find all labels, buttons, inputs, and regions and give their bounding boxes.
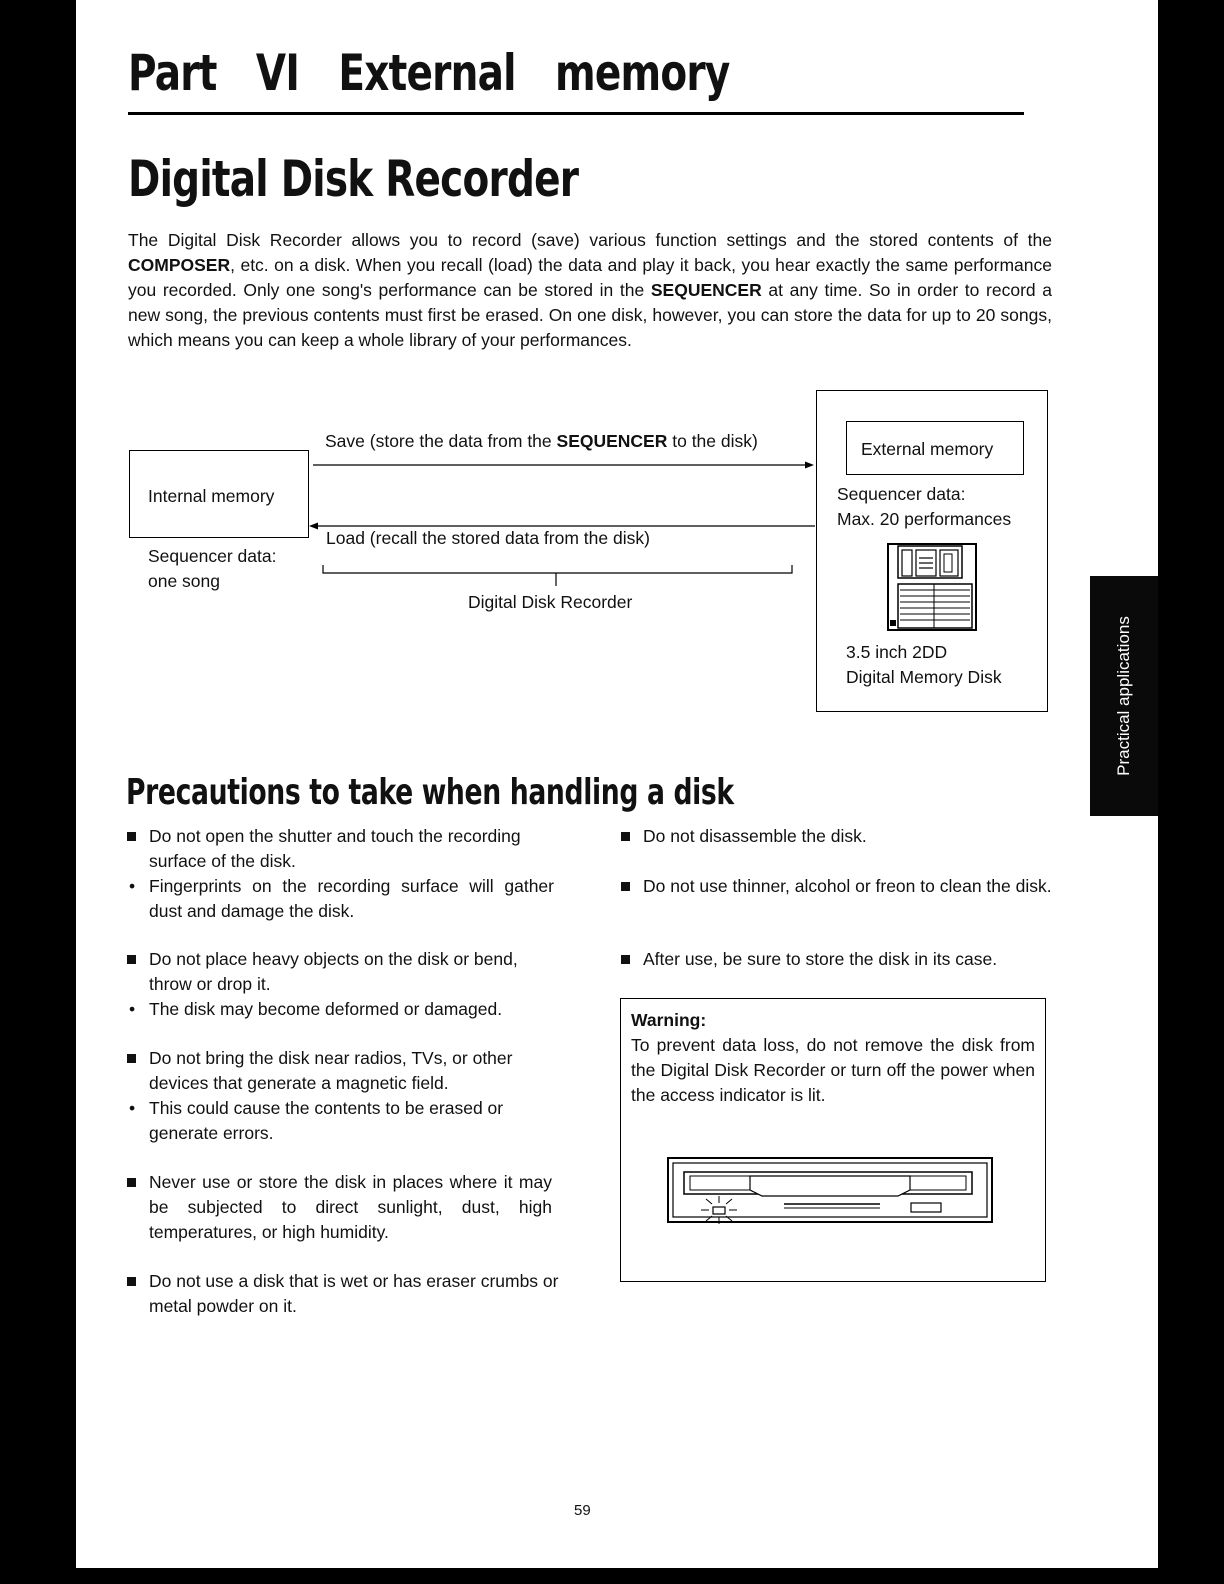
load-label: Load (recall the stored data from the disk) [326,528,650,548]
disk-drive-icon [666,1156,996,1226]
bullet-dot-icon: • [129,999,136,1019]
save-arrow-head [805,462,814,469]
intro-paragraph [128,228,1052,353]
precaution-text: Do not use a disk that is wet or has eraser crumbs or metal powder on it. [149,1271,559,1316]
precaution-text: Do not use thinner, alcohol or freon to clean the disk. [643,876,1052,896]
internal-memory-label: Internal memory [148,486,275,506]
page-number: 59 [574,1502,591,1519]
right-page-edge [1158,0,1224,1584]
bullet-dot-icon: • [129,1098,136,1118]
internal-sequencer-label: Sequencer data: [148,546,277,566]
precaution-item [643,947,1053,972]
precaution-note-text: The disk may become deformed or damaged. [149,999,503,1019]
section-side-tab [1090,576,1158,816]
floppy-disk-icon [886,542,978,632]
external-memory-label: External memory [861,439,994,459]
precaution-note-text: Fingerprints on the recording surface will gather dust and damage the disk. [149,876,554,921]
external-sequencer-value: Max. 20 performances [837,509,1012,529]
precautions-title: Precautions to take when handling a disk [126,772,734,813]
bullet-square-icon [127,832,136,841]
save-label-post: to the disk) [667,431,758,451]
warning-title: Warning: [631,1010,707,1030]
precaution-note [129,997,559,1022]
save-label-pre: Save (store the data from the [325,431,557,451]
precaution-text: Do not open the shutter and touch the recording surface of the disk. [149,826,521,871]
precaution-note-text: This could cause the contents to be erased or generate errors. [149,1098,504,1143]
bullet-square-icon [127,1054,136,1063]
bullet-square-icon [621,832,630,841]
part-title: Part VI External memory [128,44,730,102]
precaution-item [149,1269,559,1319]
bullet-square-icon [127,955,136,964]
recorder-label: Digital Disk Recorder [468,592,633,612]
precaution-item [643,824,1048,849]
intro-composer: COMPOSER [128,255,231,275]
precaution-text: Do not bring the disk near radios, TVs, or other devices that generate a magnetic field. [149,1048,513,1093]
precaution-text: After use, be sure to store the disk in its case. [643,949,998,969]
bullet-dot-icon: • [129,876,136,896]
load-arrow-head [309,523,318,530]
disk-name: Digital Memory Disk [846,667,1002,687]
left-page-edge [0,0,76,1584]
save-label [325,431,758,452]
intro-text-2: , etc. on a disk. When you recall (load) the data and play it back, you hear exactly the same performance you recorded. Only one song's performance can be stored in the [128,255,1052,300]
intro-text-1: The Digital Disk Recorder allows you to record (save) various function settings and the stored contents of the [128,230,1052,250]
bullet-square-icon [621,882,630,891]
bullet-square-icon [621,955,630,964]
bullet-square-icon [127,1178,136,1187]
bottom-page-edge [0,1568,1224,1584]
precaution-text: Do not disassemble the disk. [643,826,867,846]
disk-type: 3.5 inch 2DD [846,642,948,662]
save-label-bold: SEQUENCER [556,431,668,451]
side-tab-label: Practical applications [1114,616,1134,776]
bullet-square-icon [127,1277,136,1286]
recorder-bracket [323,565,792,573]
intro-text-3: at any time. So in order to record a new song, the previous contents must first be erased. On one disk, however, you can store the data for up to 20 songs, which means you can keep a whole library of your performances. [128,280,1052,350]
precaution-item [149,824,554,874]
precaution-item [149,1046,559,1096]
external-sequencer-label: Sequencer data: [837,484,966,504]
title-rule [128,112,1024,115]
precaution-text: Do not place heavy objects on the disk or bend, throw or drop it. [149,949,518,994]
internal-sequencer-value: one song [148,571,221,591]
precaution-note [129,874,554,924]
section-title: Digital Disk Recorder [128,150,579,208]
precaution-item [149,947,559,997]
intro-sequencer: SEQUENCER [650,280,762,300]
precaution-note [129,1096,559,1146]
precaution-item [149,1170,552,1245]
precaution-text: Never use or store the disk in places where it may be subjected to direct sunlight, dust, high temperatures, or high humidity. [149,1172,552,1242]
warning-text: To prevent data loss, do not remove the disk from the Digital Disk Recorder or turn off the power when the access indicator is lit. [631,1035,1035,1105]
precaution-item [643,874,1053,899]
